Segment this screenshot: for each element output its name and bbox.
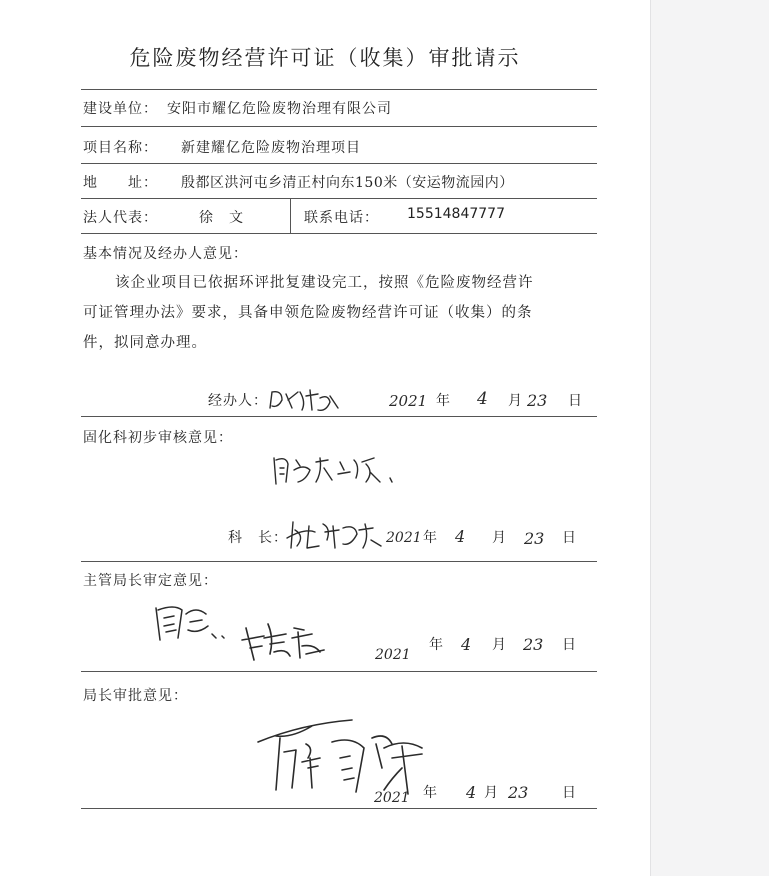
solid-section-label: 固化科初步审核意见： (83, 430, 233, 446)
director-year: 2021 (374, 790, 410, 806)
deputy-ri: 日 (562, 637, 577, 653)
director-section-label: 局长审批意见： (83, 688, 188, 704)
approval-remark (270, 452, 410, 490)
opinion-line-2: 可证管理办法》要求，具备申领危险废物经营许可证（收集）的条 (83, 305, 533, 321)
rule-row2 (81, 163, 597, 164)
deputy-yue: 月 (492, 637, 507, 653)
deputy-year: 2021 (375, 647, 411, 663)
legal-label: 法人代表： (83, 210, 158, 226)
chief-nian: 年 (423, 530, 438, 546)
rule-row4 (81, 233, 597, 234)
section-chief-signature (285, 518, 385, 552)
deputy-nian: 年 (429, 637, 444, 653)
handler-yue: 月 (508, 393, 523, 409)
project-label: 项目名称： (83, 140, 158, 156)
phone-label: 联系电话： (304, 210, 379, 226)
chief-day: 23 (524, 529, 545, 548)
director-day: 23 (508, 783, 529, 802)
director-month: 4 (466, 783, 477, 802)
director-nian: 年 (423, 785, 438, 801)
rule-row1 (81, 126, 597, 127)
deputy-section-label: 主管局长审定意见： (83, 573, 218, 589)
handler-label: 经办人： (208, 393, 268, 409)
director-yue: 月 (484, 785, 499, 801)
handler-year: 2021 (389, 392, 428, 410)
handler-day: 23 (527, 391, 548, 410)
deputy-month: 4 (461, 635, 472, 654)
section-chief-label: 科 长： (228, 530, 288, 546)
handler-signature (268, 386, 348, 416)
project-value: 新建耀亿危险废物治理项目 (181, 140, 361, 156)
phone-value: 15514847777 (407, 206, 505, 222)
deputy-signature (240, 618, 332, 664)
address-label: 地 址： (83, 175, 158, 191)
opinion-line-1: 该企业项目已依据环评批复建设完工，按照《危险废物经营许 (115, 275, 534, 291)
legal-value: 徐 文 (199, 210, 244, 226)
rule-solid-end (81, 561, 597, 562)
rule-row3 (81, 198, 597, 199)
chief-year: 2021 (386, 530, 422, 546)
rule-top (81, 89, 597, 90)
handler-month: 4 (477, 389, 488, 409)
handler-nian: 年 (436, 393, 451, 409)
deputy-day: 23 (523, 635, 544, 654)
basic-section-label: 基本情况及经办人意见： (83, 246, 248, 262)
handler-ri: 日 (568, 393, 583, 409)
chief-yue: 月 (492, 530, 507, 546)
unit-label: 建设单位： (83, 101, 158, 117)
rule-deputy-end (81, 671, 597, 672)
rule-director-end (81, 808, 597, 809)
document-title: 危险废物经营许可证（收集）审批请示 (129, 46, 521, 70)
legal-phone-divider (290, 198, 291, 233)
address-value: 殷都区洪河屯乡清正村向东150米（安运物流园内） (181, 175, 514, 191)
unit-value: 安阳市耀亿危险废物治理有限公司 (167, 101, 392, 117)
rule-basic-end (81, 416, 597, 417)
director-ri: 日 (562, 785, 577, 801)
chief-month: 4 (455, 527, 466, 546)
opinion-line-3: 件，拟同意办理。 (83, 335, 207, 351)
chief-ri: 日 (562, 530, 577, 546)
deputy-remark (152, 600, 232, 644)
